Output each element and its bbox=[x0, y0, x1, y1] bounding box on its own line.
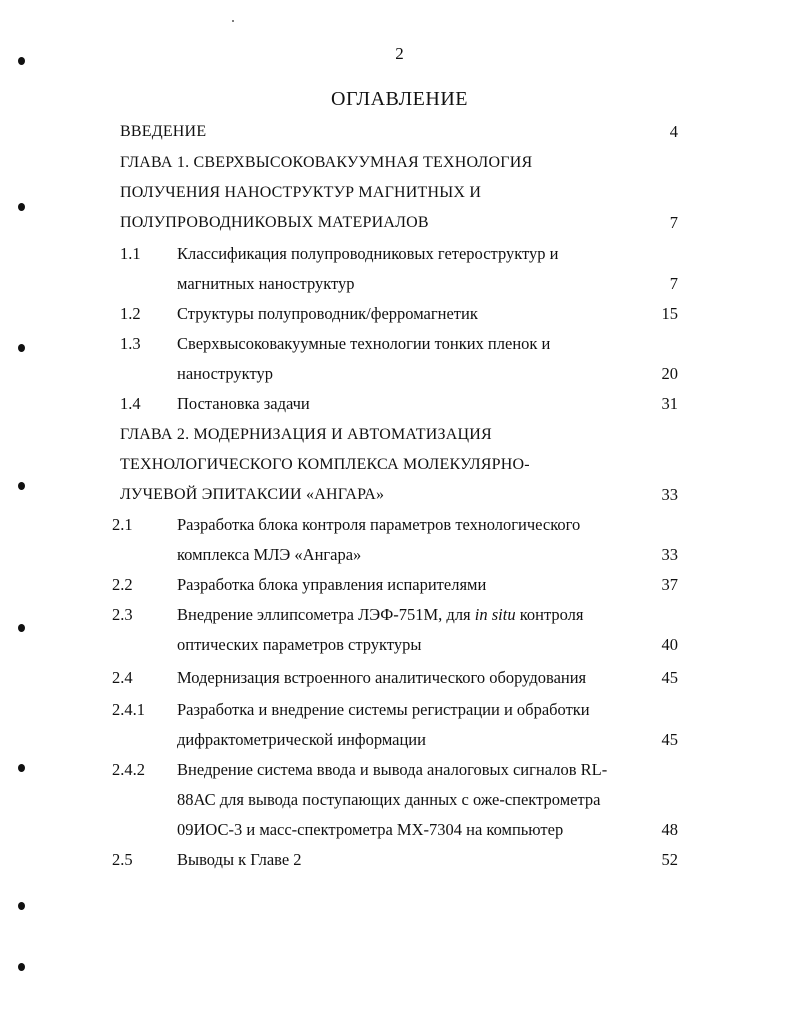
toc-entry-page: 7 bbox=[669, 274, 678, 293]
punch-hole bbox=[18, 902, 25, 910]
toc-entry-title-part: Внедрение эллипсометра ЛЭФ-751М, для bbox=[177, 605, 475, 624]
toc-entry-title: ТЕХНОЛОГИЧЕСКОГО КОМПЛЕКСА МОЛЕКУЛЯРНО- bbox=[120, 456, 530, 473]
toc-entry-title: магнитных наноструктур bbox=[177, 274, 355, 293]
toc-entry-page: 45 bbox=[661, 730, 678, 749]
toc-entry-page: 40 bbox=[661, 635, 678, 654]
toc-entry-number: 2.3 bbox=[112, 605, 133, 624]
toc-entry-page: 15 bbox=[661, 304, 678, 323]
toc-entry-number: 2.4.2 bbox=[112, 760, 145, 779]
toc-entry-title: Структуры полупроводник/ферромагнетик bbox=[177, 304, 478, 323]
toc-entry-number: 2.4.1 bbox=[112, 700, 145, 719]
toc-entry-number: 2.2 bbox=[112, 575, 133, 594]
toc-entry-title: Классификация полупроводниковых гетероструктур и bbox=[177, 244, 559, 263]
punch-hole bbox=[18, 764, 25, 772]
punch-hole bbox=[18, 624, 25, 632]
toc-entry-title: Выводы к Главе 2 bbox=[177, 850, 302, 869]
toc-entry-number: 2.4 bbox=[112, 668, 133, 687]
punch-hole bbox=[18, 203, 25, 211]
toc-entry-title: Внедрение система ввода и вывода аналоговых сигналов RL- bbox=[177, 760, 608, 779]
punch-hole bbox=[18, 963, 25, 971]
toc-entry-title: ГЛАВА 1. СВЕРХВЫСОКОВАКУУМНАЯ ТЕХНОЛОГИЯ bbox=[120, 154, 533, 171]
toc-entry-number: 1.3 bbox=[120, 334, 141, 353]
toc-entry-title: ГЛАВА 2. МОДЕРНИЗАЦИЯ И АВТОМАТИЗАЦИЯ bbox=[120, 426, 492, 443]
toc-entry-number: 1.2 bbox=[120, 304, 141, 323]
toc-entry-title: 09ИОС-3 и масс-спектрометра МХ-7304 на компьютер bbox=[177, 820, 564, 839]
page-number: 2 bbox=[395, 44, 404, 63]
toc-entry-title: ЛУЧЕВОЙ ЭПИТАКСИИ «АНГАРА» bbox=[120, 486, 385, 503]
toc-entry-title: Постановка задачи bbox=[177, 394, 310, 413]
toc-entry-page: 52 bbox=[661, 850, 678, 869]
toc-entry-title: Разработка и внедрение системы регистрации и обработки bbox=[177, 700, 590, 719]
toc-entry-title-part: контроля bbox=[515, 605, 584, 624]
toc-entry-number: 2.5 bbox=[112, 850, 133, 869]
toc-entry-title: наноструктур bbox=[177, 364, 273, 383]
toc-entry-page: 20 bbox=[661, 364, 678, 383]
toc-entry-page: 37 bbox=[661, 575, 678, 594]
toc-entry-title: Разработка блока контроля параметров технологического bbox=[177, 515, 581, 534]
scan-speck bbox=[232, 20, 234, 22]
toc-entry-title: ПОЛУПРОВОДНИКОВЫХ МАТЕРИАЛОВ bbox=[120, 214, 429, 231]
toc-entry-page: 33 bbox=[661, 545, 678, 564]
punch-hole bbox=[18, 344, 25, 352]
toc-entry-title: комплекса МЛЭ «Ангара» bbox=[177, 545, 362, 564]
toc-entry-page: 4 bbox=[669, 122, 678, 141]
toc-entry-title: Сверхвысоковакуумные технологии тонких пленок и bbox=[177, 334, 551, 353]
punch-hole bbox=[18, 482, 25, 490]
page-title: ОГЛАВЛЕНИЕ bbox=[331, 88, 468, 110]
toc-entry-page: 33 bbox=[661, 485, 678, 504]
toc-entry-title: дифрактометрической информации bbox=[177, 730, 426, 749]
toc-entry-title bbox=[177, 604, 584, 626]
toc-entry-title: Разработка блока управления испарителями bbox=[177, 575, 487, 594]
toc-entry-title-italic: in situ bbox=[474, 605, 516, 624]
toc-entry-page: 7 bbox=[669, 213, 678, 232]
toc-entry-title: ПОЛУЧЕНИЯ НАНОСТРУКТУР МАГНИТНЫХ И bbox=[120, 184, 482, 201]
toc-entry-number: 2.1 bbox=[112, 515, 133, 534]
toc-entry-title: 88АС для вывода поступающих данных с оже-спектрометра bbox=[177, 790, 601, 809]
toc-entry-page: 45 bbox=[661, 668, 678, 687]
toc-entry-title: Модернизация встроенного аналитического оборудования bbox=[177, 668, 587, 687]
toc-entry-title: оптических параметров структуры bbox=[177, 635, 422, 654]
toc-entry-title: ВВЕДЕНИЕ bbox=[120, 123, 207, 140]
toc-entry-page: 48 bbox=[661, 820, 678, 839]
toc-entry-page: 31 bbox=[661, 394, 678, 413]
toc-entry-number: 1.1 bbox=[120, 244, 141, 263]
toc-entry-number: 1.4 bbox=[120, 394, 141, 413]
